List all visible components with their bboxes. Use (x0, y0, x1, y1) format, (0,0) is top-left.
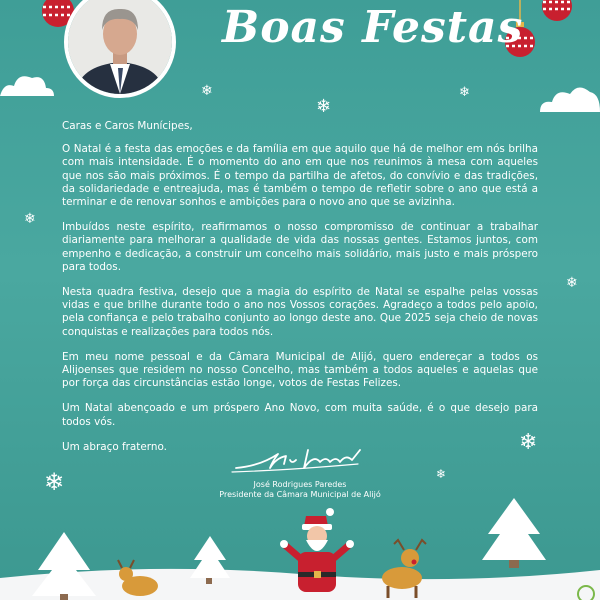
tree-icon (190, 536, 230, 584)
cloud-icon (538, 78, 600, 114)
snowflake-icon: ❄ (566, 275, 578, 291)
page-title: Boas Festas (222, 2, 524, 53)
letter-paragraph: Um Natal abençoado e um próspero Ano Novo, com muita saúde, é o que desejo para todos vós. (62, 402, 538, 428)
letter-paragraph: Imbuídos neste espírito, reafirmamos o nosso compromisso de continuar a trabalhar diariamente para melhorar a qualidade de vida das nossas gentes. Estamos juntos, com empenho e dedicação, a construir um concelho mais solidário, mais justo e mais próspero para todos. (62, 221, 538, 273)
signatory-name: José Rodrigues Paredes (253, 480, 347, 489)
snowflake-icon: ❄ (24, 211, 36, 227)
letter-closing: Um abraço fraterno. (62, 440, 167, 453)
tree-icon (32, 532, 96, 600)
cloud-icon (0, 66, 56, 98)
signature-image (230, 440, 370, 476)
snowflake-icon: ❄ (436, 467, 447, 481)
letter-paragraph: Em meu nome pessoal e da Câmara Municipal de Alijó, quero endereçar a todos os Alijoenses que residem no nosso Concelho, mas também a todos aqueles e aquelas que por força das circunstâncias estão longe, votos de Festas Felizes. (62, 350, 538, 390)
snowflake-icon: ❄ (44, 468, 65, 496)
portrait-photo (64, 0, 176, 98)
letter-greeting: Caras e Caros Munícipes, (62, 120, 193, 132)
tree-icon (482, 498, 546, 568)
ornament-icon (538, 0, 576, 24)
signatory-role: Presidente da Câmara Municipal de Alijó (219, 490, 381, 499)
snowflake-icon: ❄ (459, 85, 470, 100)
snowflake-icon: ❄ (316, 96, 332, 117)
winter-scene (0, 490, 600, 600)
letter-paragraph: O Natal é a festa das emoções e da família em que aquilo que há de melhor em nós brilha com mais intensidade. É o momento do ano em que nos reunimos à mesa com aqueles que nos são mais próximos. É o tempo da partilha de afetos, do convívio e das tradições, da solidariedade e entreajuda, mas é também o tempo de refletir sobre o ano que está a terminar e de renovar sonhos e ambições para o novo ano que se avizinha. (62, 143, 538, 209)
snowflake-icon: ❄ (519, 430, 538, 455)
letter-body (62, 120, 538, 466)
snowflake-icon: ❄ (201, 83, 213, 99)
letter-paragraph: Nesta quadra festiva, desejo que a magia do espírito de Natal se espalhe pelas vossas vidas e que brilhe durante todo o ano nos Vossos corações. Agradeço a todos pelo apoio, pela confiança e pelo trabalho conjunto ao longo deste ano. Que 2025 seja cheio de novas conquistas e realizações para todos nós. (62, 286, 538, 338)
